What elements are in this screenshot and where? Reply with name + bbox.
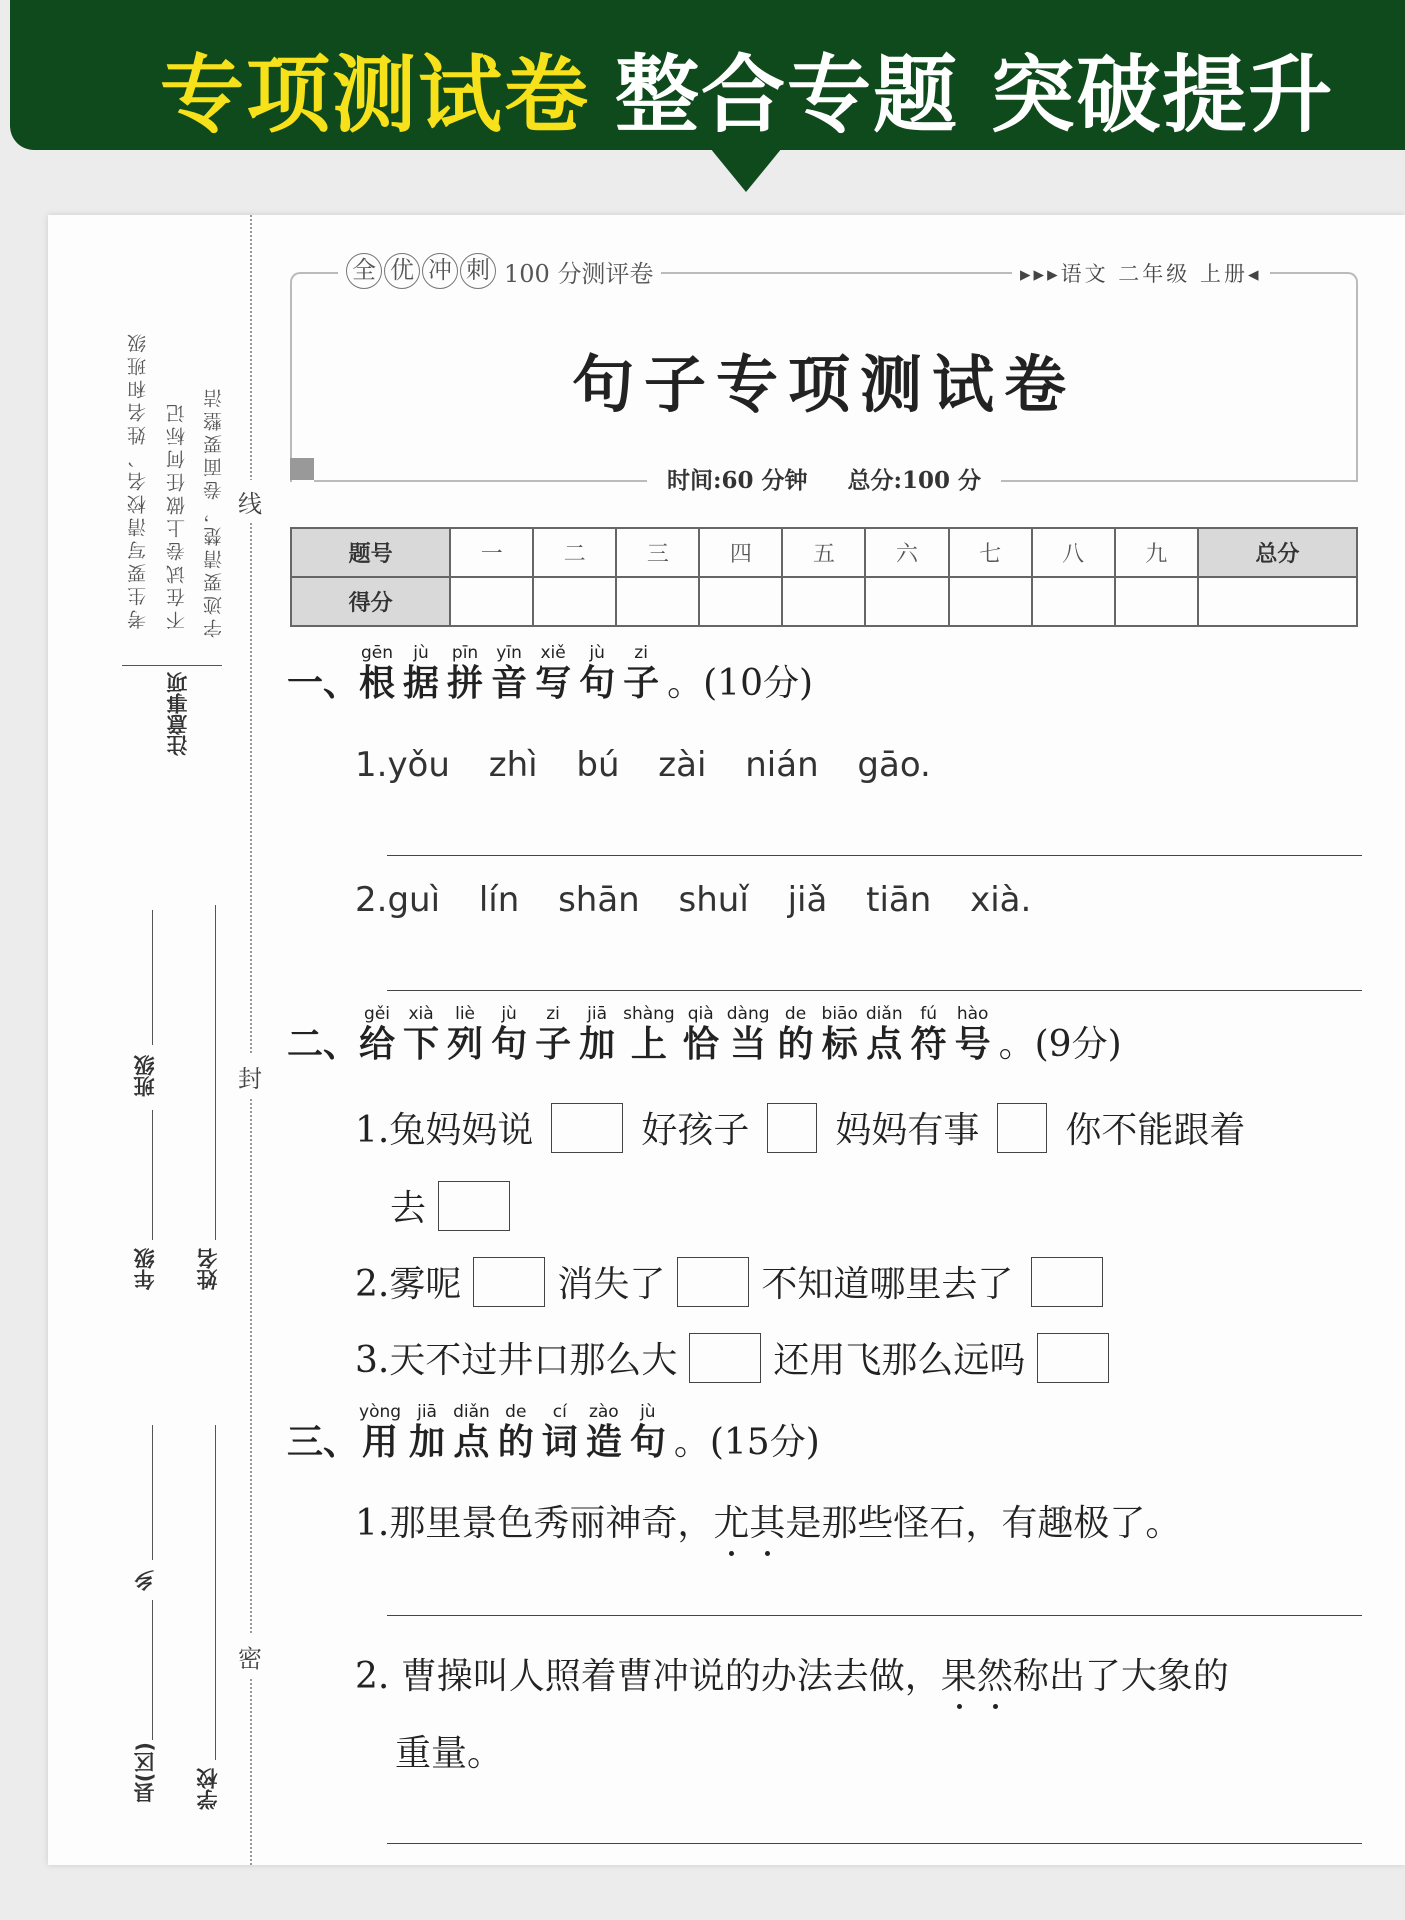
score-cell[interactable]	[533, 577, 616, 626]
pinyin: hào	[954, 1004, 991, 1024]
question-number: 五	[782, 528, 865, 577]
hanzi: 句	[629, 1422, 666, 1463]
score-header-row	[291, 528, 1357, 577]
score-cell[interactable]	[949, 577, 1032, 626]
pinyin-char	[727, 1006, 770, 1067]
dotted-word-char: 尤	[713, 1495, 749, 1546]
pinyin-char	[911, 1006, 947, 1067]
pinyin: jù	[403, 643, 440, 663]
pinyin-char	[586, 1404, 622, 1465]
notes-divider	[122, 665, 222, 666]
pinyin: diǎn	[453, 1402, 490, 1422]
pinyin-char	[491, 645, 527, 706]
seal-mark-line: 线	[238, 480, 262, 523]
class-label: 班级	[133, 1055, 157, 1097]
exam-meta	[290, 462, 1358, 495]
hanzi: 词	[541, 1422, 578, 1463]
punctuation-box[interactable]	[473, 1257, 545, 1307]
score-row	[291, 577, 1357, 626]
hanzi: 点	[865, 1024, 903, 1065]
punctuation-box[interactable]	[677, 1257, 749, 1307]
question-3-2-cont: 重量。	[395, 1733, 504, 1774]
pinyin-char	[623, 645, 659, 706]
dotted-word-char: 果	[941, 1648, 977, 1699]
pinyin: qià	[682, 1004, 719, 1024]
answer-line[interactable]	[387, 855, 1362, 856]
brand-char: 全	[346, 253, 382, 289]
hanzi: 列	[447, 1024, 484, 1065]
grade-underline[interactable]	[152, 1110, 153, 1240]
pinyin: cí	[541, 1402, 578, 1422]
question-number-header: 题号	[291, 528, 450, 577]
brand-text: 100 分测评卷	[504, 259, 654, 288]
score-cell[interactable]	[616, 577, 699, 626]
question-2-1: 1.兔妈妈说 好孩子 妈妈有事 你不能跟着	[355, 1102, 1245, 1153]
pinyin-char	[403, 645, 439, 706]
pinyin-char	[623, 1006, 675, 1067]
grade-label: ▸▸▸语文 二年级 上册◂	[1012, 258, 1270, 288]
page-title: 句子专项测试卷	[571, 348, 1076, 421]
township-label: 乡	[133, 1570, 157, 1591]
seal-mark-seal: 封	[238, 1055, 262, 1098]
section-number: 三、	[287, 1422, 360, 1463]
pinyin: yīn	[491, 643, 528, 663]
pinyin: jù	[629, 1402, 666, 1422]
pinyin: fú	[910, 1004, 947, 1024]
hanzi: 写	[535, 663, 572, 704]
hanzi: 加	[409, 1422, 446, 1463]
brand-char: 优	[384, 253, 420, 289]
question-number: 九	[1115, 528, 1198, 577]
section-points: 。(10分)	[667, 663, 814, 704]
pinyin: zi	[623, 643, 660, 663]
brand-char: 刺	[460, 253, 496, 289]
county-label: 县(区)	[133, 1742, 157, 1804]
question-number: 七	[949, 528, 1032, 577]
seal-mark-secret: 密	[238, 1635, 262, 1678]
punctuation-box[interactable]	[551, 1103, 623, 1153]
score-cell[interactable]	[1115, 577, 1198, 626]
notes-title: 注意事项	[166, 672, 190, 756]
pinyin: xià	[403, 1004, 440, 1024]
pinyin: diǎn	[865, 1004, 903, 1024]
pinyin: dàng	[726, 1004, 770, 1024]
pinyin-char	[447, 645, 483, 706]
answer-line[interactable]	[387, 990, 1362, 991]
question-number: 二	[533, 528, 616, 577]
pinyin: xiě	[535, 643, 572, 663]
township-underline[interactable]	[152, 1425, 153, 1560]
hanzi: 用	[359, 1422, 402, 1463]
name-underline[interactable]	[215, 905, 216, 1240]
pinyin-char	[453, 1404, 490, 1465]
pinyin: de	[497, 1402, 534, 1422]
score-cell[interactable]	[782, 577, 865, 626]
answer-line[interactable]	[387, 1615, 1362, 1616]
score-cell[interactable]	[1032, 577, 1115, 626]
pinyin: yòng	[359, 1402, 402, 1422]
section-points: 。(9分)	[998, 1024, 1122, 1065]
hanzi: 的	[497, 1422, 534, 1463]
pinyin-char	[359, 1404, 401, 1465]
pinyin-char	[359, 1006, 395, 1067]
question-3-2: 2. 曹操叫人照着曹冲说的办法去做， 果 然 称出了大象的	[355, 1648, 1229, 1699]
brand-char: 冲	[422, 253, 458, 289]
pinyin-char	[535, 1006, 571, 1067]
pinyin: jù	[491, 1004, 528, 1024]
total-header: 总分	[1198, 528, 1357, 577]
question-number: 四	[699, 528, 782, 577]
section-1-title	[287, 645, 813, 706]
class-underline[interactable]	[152, 910, 153, 1045]
school-label: 学校	[196, 1768, 220, 1810]
banner-pointer	[710, 148, 782, 192]
banner	[10, 0, 1405, 150]
pinyin-char	[447, 1006, 483, 1067]
punctuation-box[interactable]	[689, 1333, 761, 1383]
answer-line[interactable]	[387, 1843, 1362, 1844]
grade-label: 年级	[133, 1248, 157, 1290]
punctuation-box[interactable]	[438, 1181, 510, 1231]
hanzi: 造	[585, 1422, 622, 1463]
county-underline[interactable]	[152, 1600, 153, 1740]
pinyin: jiā	[579, 1004, 616, 1024]
hanzi: 拼	[447, 663, 484, 704]
hanzi: 子	[535, 1024, 572, 1065]
section-3-title	[287, 1404, 820, 1465]
pinyin-char	[630, 1404, 666, 1465]
binding-line	[250, 215, 252, 1865]
question-number: 三	[616, 528, 699, 577]
score-label: 得分	[291, 577, 450, 626]
dotted-word-char: 其	[749, 1495, 785, 1546]
pinyin: jù	[579, 643, 616, 663]
pinyin-char	[409, 1404, 445, 1465]
question-number: 一	[450, 528, 533, 577]
pinyin-char	[403, 1006, 439, 1067]
banner-highlight: 专项测试卷	[160, 46, 591, 144]
pinyin: gěi	[359, 1004, 396, 1024]
hanzi: 据	[403, 663, 440, 704]
pinyin-char	[491, 1006, 527, 1067]
question-2-1-cont: 去	[390, 1180, 528, 1231]
hanzi: 句	[491, 1024, 528, 1065]
hanzi: 子	[623, 663, 660, 704]
pinyin-char	[579, 645, 615, 706]
hanzi: 标	[821, 1024, 858, 1065]
brand	[338, 253, 661, 289]
pinyin: pīn	[447, 643, 484, 663]
pinyin-char	[359, 645, 395, 706]
pinyin-char	[579, 1006, 615, 1067]
score-cell[interactable]	[450, 577, 533, 626]
pinyin-char	[778, 1006, 814, 1067]
punctuation-box[interactable]	[997, 1103, 1047, 1153]
hanzi: 号	[954, 1024, 991, 1065]
pinyin: de	[777, 1004, 814, 1024]
question-number: 六	[865, 528, 948, 577]
hanzi: 下	[403, 1024, 440, 1065]
note-1: 考生要写清校名、姓名和班级	[127, 330, 149, 629]
question-2-2: 2.雾呢 消失了 不知道哪里去了	[355, 1256, 1121, 1307]
question-3-1: 1.那里景色秀丽神奇， 尤 其 是那些怪石，有趣极了。	[355, 1495, 1181, 1546]
exam-time: 时间:60 分钟	[647, 467, 828, 494]
pinyin: biāo	[821, 1004, 858, 1024]
question-number: 八	[1032, 528, 1115, 577]
question-1-2: 2.guì lín shān shuǐ jiǎ tiān xià.	[355, 880, 1032, 920]
school-underline[interactable]	[215, 1425, 216, 1760]
note-3: 字迹要清楚，卷面要整洁	[203, 385, 225, 638]
question-1-1: 1.yǒu zhì bú zài nián gāo.	[355, 745, 931, 785]
pinyin-char	[535, 645, 571, 706]
hanzi: 上	[623, 1024, 675, 1065]
hanzi: 音	[491, 663, 528, 704]
score-cell[interactable]	[865, 577, 948, 626]
pinyin-char	[866, 1006, 903, 1067]
section-points: 。(15分)	[673, 1422, 820, 1463]
hanzi: 当	[726, 1024, 770, 1065]
hanzi: 恰	[682, 1024, 719, 1065]
score-cell[interactable]	[699, 577, 782, 626]
pinyin-char	[498, 1404, 534, 1465]
pinyin-char	[683, 1006, 719, 1067]
question-2-3: 3.天不过井口那么大 还用飞那么远吗	[355, 1332, 1121, 1383]
pinyin-char	[542, 1404, 578, 1465]
dotted-word-char: 然	[977, 1648, 1013, 1699]
hanzi: 句	[579, 663, 616, 704]
hanzi: 的	[777, 1024, 814, 1065]
punctuation-box[interactable]	[1037, 1333, 1109, 1383]
hanzi: 符	[910, 1024, 947, 1065]
pinyin: gēn	[359, 643, 396, 663]
pinyin-char	[955, 1006, 991, 1067]
banner-slogan: 整合专题 突破提升	[615, 46, 1335, 144]
name-label: 姓名	[196, 1248, 220, 1290]
section-number: 二、	[287, 1024, 360, 1065]
pinyin: liè	[447, 1004, 484, 1024]
pinyin: zào	[585, 1402, 622, 1422]
pinyin-char	[822, 1006, 858, 1067]
score-cell[interactable]	[1198, 577, 1357, 626]
pinyin: jiā	[409, 1402, 446, 1422]
note-2: 不在试卷上做任何标记	[166, 400, 188, 630]
hanzi: 根	[359, 663, 396, 704]
hanzi: 加	[579, 1024, 616, 1065]
pinyin: zi	[535, 1004, 572, 1024]
exam-total: 总分:100 分	[828, 467, 1002, 494]
section-2-title	[287, 1006, 1122, 1067]
score-table	[290, 527, 1358, 627]
pinyin: shàng	[623, 1004, 675, 1024]
hanzi: 给	[359, 1024, 396, 1065]
punctuation-box[interactable]	[1031, 1257, 1103, 1307]
punctuation-box[interactable]	[767, 1103, 817, 1153]
section-number: 一、	[287, 663, 360, 704]
hanzi: 点	[453, 1422, 490, 1463]
